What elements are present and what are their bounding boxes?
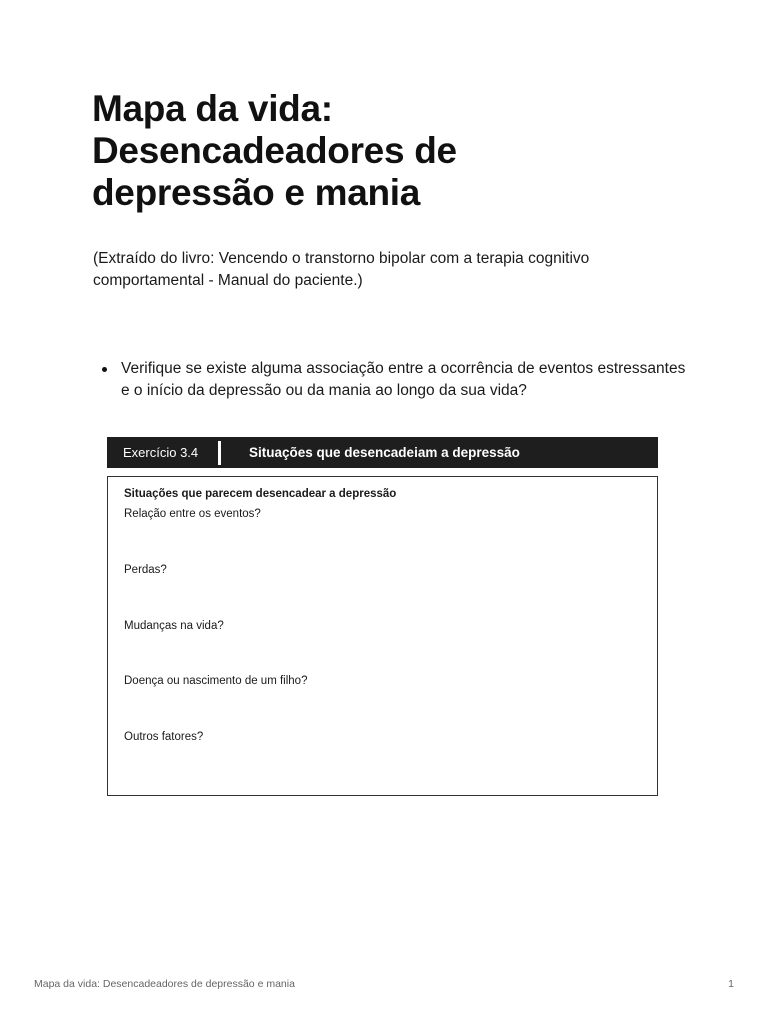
- source-citation: (Extraído do livro: Vencendo o transtorno bipolar com a terapia cognitivo comportamental - Manual do paciente.): [93, 250, 590, 289]
- document-title: [92, 88, 692, 214]
- exercise-question-losses: Perdas?: [124, 564, 167, 576]
- exercise-number: Exercício 3.4: [123, 445, 199, 460]
- bullet-list: [93, 358, 693, 402]
- exercise-title: Situações que desencadeiam a depressão: [249, 445, 520, 460]
- title-line-2: Desencadeadores de: [92, 130, 457, 171]
- bullet-item: [93, 358, 693, 402]
- footer-page-number: 1: [728, 978, 734, 990]
- title-line-1: Mapa da vida:: [92, 88, 333, 129]
- bullet-item-text: Verifique se existe alguma associação entre a ocorrência de eventos estressantes e o início da depressão ou da mania ao longo da sua vida?: [121, 360, 686, 399]
- exercise-question-life-changes: Mudanças na vida?: [124, 620, 224, 632]
- exercise-header-divider: [218, 441, 221, 465]
- exercise-box-heading: Situações que parecem desencadear a depressão: [124, 488, 397, 500]
- exercise-figure: [107, 437, 658, 796]
- exercise-header: [107, 437, 658, 468]
- title-line-3: depressão e mania: [92, 172, 421, 213]
- exercise-question-events: Relação entre os eventos?: [124, 508, 261, 520]
- exercise-question-illness-birth: Doença ou nascimento de um filho?: [124, 675, 308, 687]
- exercise-question-other-factors: Outros fatores?: [124, 731, 204, 743]
- footer-title: Mapa da vida: Desencadeadores de depressão e mania: [34, 978, 295, 990]
- exercise-box: [107, 476, 658, 796]
- bullet-dot-icon: [102, 367, 107, 372]
